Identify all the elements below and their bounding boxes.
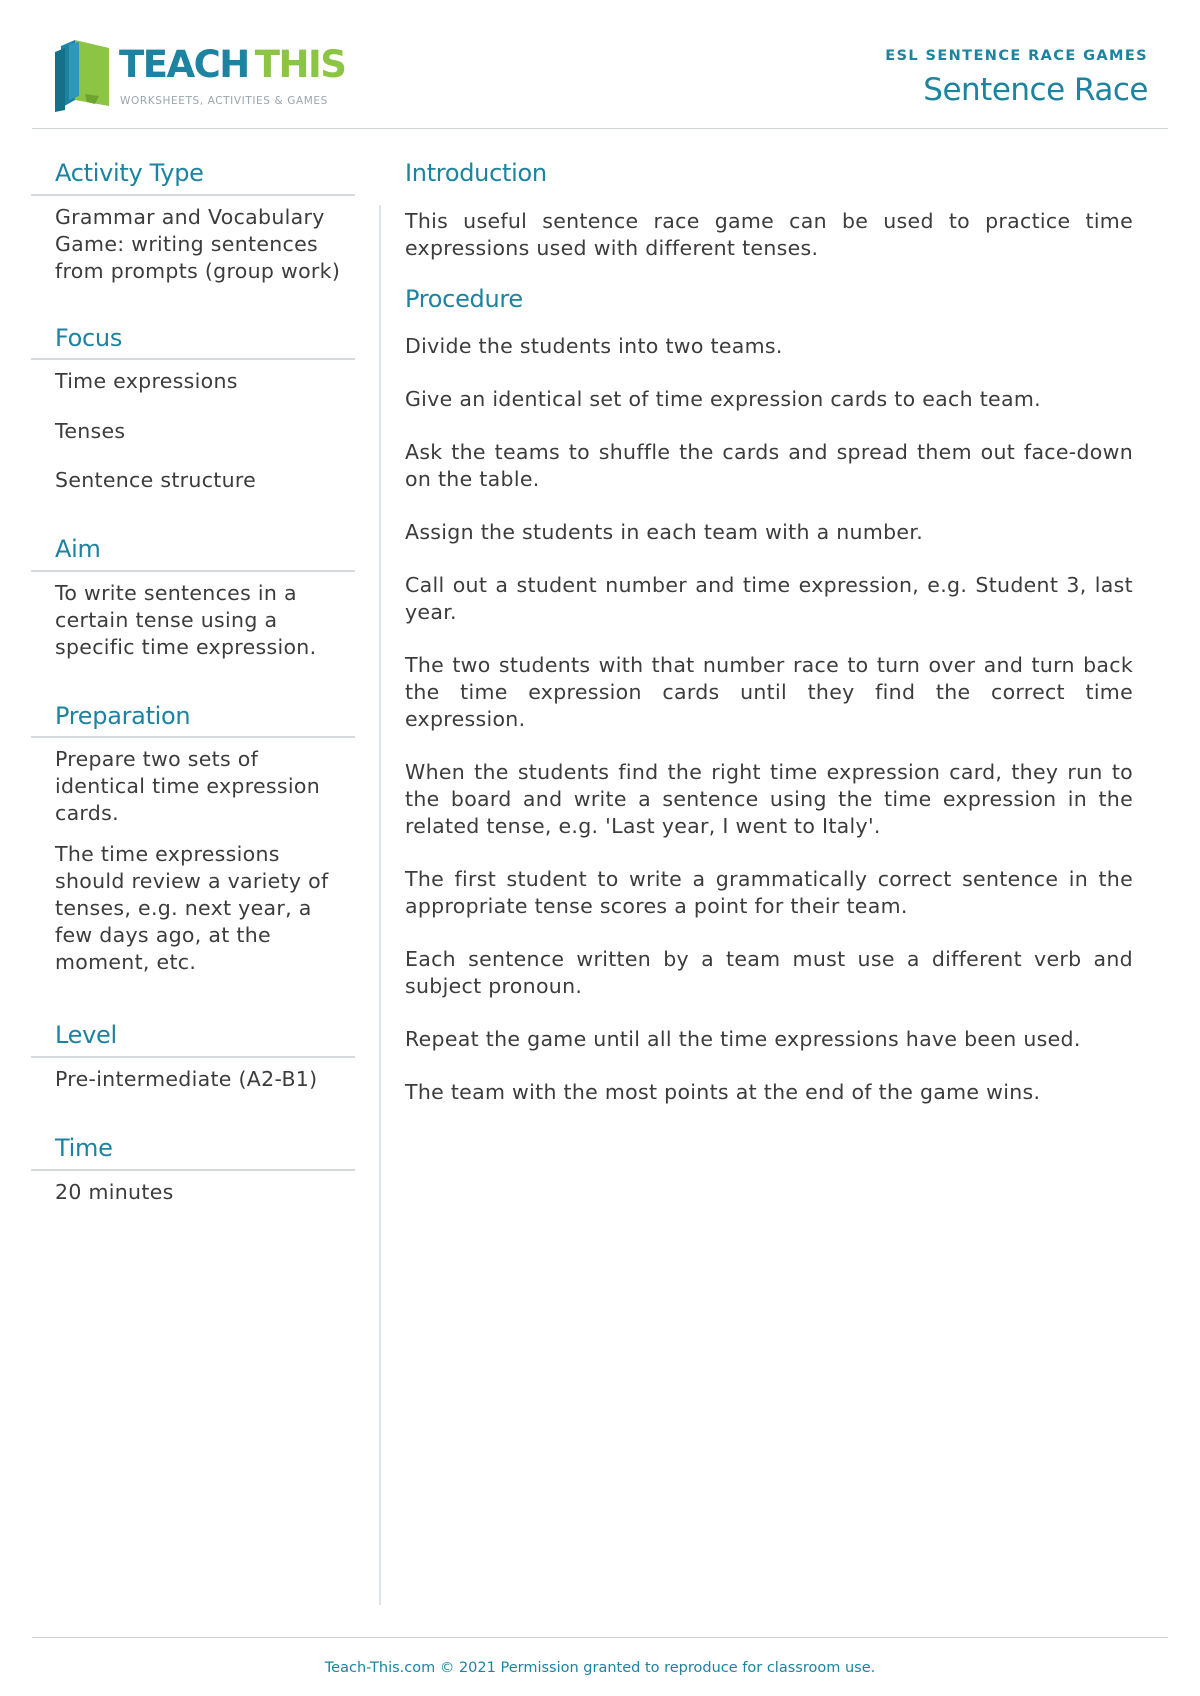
time-text: 20 minutes — [55, 1179, 174, 1204]
aim-section — [31, 536, 355, 661]
footer-copyright: Teach-This.com © 2021 Permission granted to reproduce for classroom use. — [324, 1660, 876, 1676]
procedure-step: The team with the most points at the end of the game wins. — [405, 1080, 1041, 1105]
aim-body — [31, 572, 355, 661]
brand-name-part2: THIS — [254, 43, 346, 86]
procedure-step: Call out a student number and time expression, e.g. Student 3, last year. — [405, 573, 1133, 625]
preparation-body — [31, 738, 355, 976]
procedure-step: When the students find the right time expression card, they run to the board and write a sentence using the time expression in the related tense, e.g. 'Last year, I went to Italy'. — [405, 760, 1133, 839]
procedure-step: Each sentence written by a team must use a different verb and subject pronoun. — [405, 947, 1133, 999]
procedure-step: The two students with that number race to turn over and turn back the time expression cards until they find the correct time expression. — [405, 653, 1133, 732]
procedure-heading: Procedure — [405, 284, 523, 313]
level-heading: Level — [31, 1022, 355, 1058]
aim-text: To write sentences in a certain tense using a specific time expression. — [55, 580, 317, 659]
column-divider — [379, 205, 381, 1605]
focus-heading: Focus — [31, 325, 355, 361]
focus-item: Time expressions — [55, 369, 238, 394]
page-title: Sentence Race — [923, 72, 1148, 108]
footer-divider — [32, 1637, 1168, 1638]
header-kicker: ESL SENTENCE RACE GAMES — [885, 48, 1148, 64]
preparation-text: The time expressions should review a variety of tenses, e.g. next year, a few days ago, at the moment, etc. — [55, 842, 329, 975]
procedure-step: Divide the students into two teams. — [405, 334, 783, 359]
activity-type-heading: Activity Type — [31, 160, 355, 196]
level-text: Pre-intermediate (A2-B1) — [55, 1066, 318, 1091]
focus-item: Sentence structure — [55, 468, 257, 493]
introduction-heading: Introduction — [405, 159, 547, 187]
introduction-text: This useful sentence race game can be used to practice time expressions used with different tenses. — [405, 208, 1133, 260]
brand-tagline: WORKSHEETS, ACTIVITIES & GAMES — [120, 95, 328, 107]
procedure-step: Assign the students in each team with a number. — [405, 520, 924, 545]
activity-type-text: Grammar and Vocabulary Game: writing sentences from prompts (group work) — [55, 204, 341, 283]
main-content — [405, 160, 1133, 1132]
time-body — [31, 1171, 355, 1206]
teachthis-logo — [55, 38, 355, 112]
procedure-step: The first student to write a grammatically correct sentence in the appropriate tense scores a point for their team. — [405, 867, 1133, 919]
time-heading: Time — [31, 1135, 355, 1171]
book-logo-icon — [55, 38, 113, 112]
focus-section — [31, 325, 355, 495]
focus-item: Tenses — [55, 419, 126, 444]
preparation-text: Prepare two sets of identical time expression cards. — [55, 747, 321, 826]
activity-type-body — [31, 196, 355, 285]
level-body — [31, 1058, 355, 1093]
focus-body — [31, 360, 355, 494]
activity-type-section — [31, 160, 355, 285]
aim-heading: Aim — [31, 536, 355, 572]
brand-name-part1: TEACH — [119, 43, 249, 86]
preparation-heading: Preparation — [31, 703, 355, 739]
procedure-step: Give an identical set of time expression cards to each team. — [405, 387, 1041, 412]
procedure-step: Repeat the game until all the time expressions have been used. — [405, 1027, 1081, 1052]
time-section — [31, 1135, 355, 1206]
preparation-section — [31, 703, 355, 977]
level-section — [31, 1022, 355, 1093]
procedure-step: Ask the teams to shuffle the cards and spread them out face-down on the table. — [405, 440, 1133, 492]
brand-wordmark — [119, 43, 346, 86]
sidebar — [31, 160, 355, 1232]
header-divider — [32, 128, 1168, 129]
procedure-steps — [405, 333, 1133, 1106]
